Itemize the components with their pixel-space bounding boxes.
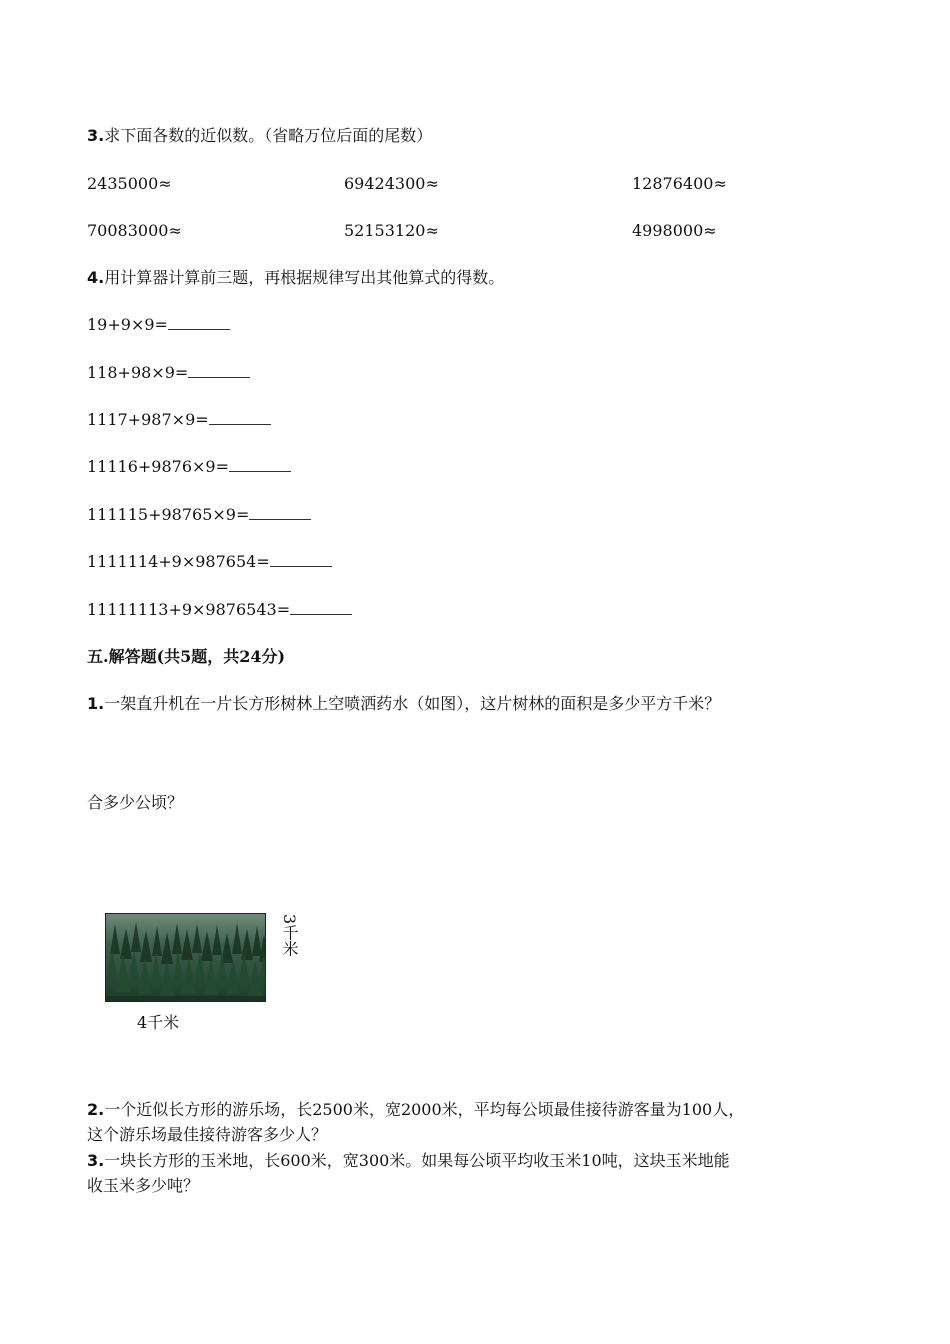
- calc-expression: 11111113+9×9876543=: [87, 600, 291, 619]
- approx-item-5: 52153120≈: [344, 221, 439, 240]
- question-text: 用计算器计算前三题，再根据规律写出其他算式的得数。: [104, 268, 505, 287]
- forest-image: [105, 913, 266, 1002]
- calc-expression: 1117+987×9=: [87, 410, 209, 429]
- approx-item-4: 70083000≈: [87, 221, 182, 240]
- approx-item-2: 69424300≈: [344, 174, 439, 193]
- calc-expression: 111115+98765×9=: [87, 505, 250, 524]
- figure-length-label: 4千米: [137, 1013, 180, 1032]
- problem-number: 2.: [87, 1100, 105, 1119]
- question-3: [87, 125, 432, 147]
- calc-expression: 1111114+9×987654=: [87, 552, 270, 571]
- calc-item-1: [87, 314, 230, 336]
- section-title: 五.解答题(共5题，共24分): [87, 647, 286, 666]
- calc-item-5: [87, 504, 311, 526]
- problem-1-continuation: 合多少公顷？: [87, 793, 184, 812]
- calc-expression: 118+98×9=: [87, 363, 189, 382]
- figure-width-label: 3千米: [280, 914, 299, 957]
- answer-blank[interactable]: [168, 315, 230, 330]
- answer-blank[interactable]: [188, 363, 250, 378]
- calc-item-4: [87, 456, 291, 478]
- calc-item-2: [87, 362, 250, 384]
- problem-text: 一个近似长方形的游乐场，长2500米，宽2000米，平均每公顷最佳接待游客量为100人，: [104, 1100, 745, 1119]
- approx-item-6: 4998000≈: [632, 221, 717, 240]
- answer-blank[interactable]: [290, 600, 352, 615]
- problem-2-line-2: 这个游乐场最佳接待游客多少人？: [87, 1125, 328, 1144]
- problem-text: 一块长方形的玉米地，长600米，宽300米。如果每公顷平均收玉米10吨，这块玉米地能: [104, 1151, 730, 1170]
- calc-item-6: [87, 551, 332, 573]
- calc-item-7: [87, 599, 352, 621]
- answer-blank[interactable]: [249, 505, 311, 520]
- problem-number: 3.: [87, 1151, 105, 1170]
- question-text: 求下面各数的近似数。（省略万位后面的尾数）: [104, 126, 433, 145]
- problem-2: [87, 1099, 744, 1121]
- problem-3: [87, 1150, 730, 1172]
- question-4: [87, 267, 504, 289]
- problem-3-line-2: 收玉米多少吨？: [87, 1176, 200, 1195]
- problem-number: 1.: [87, 694, 105, 713]
- question-number: 4.: [87, 268, 105, 287]
- question-number: 3.: [87, 126, 105, 145]
- problem-text: 一架直升机在一片长方形树林上空喷洒药水（如图），这片树林的面积是多少平方千米？: [104, 694, 721, 713]
- forest-illustration: [106, 914, 266, 1002]
- answer-blank[interactable]: [229, 457, 291, 472]
- problem-1: [87, 693, 720, 715]
- calc-item-3: [87, 409, 271, 431]
- approx-item-3: 12876400≈: [632, 174, 727, 193]
- calc-expression: 11116+9876×9=: [87, 457, 230, 476]
- answer-blank[interactable]: [209, 410, 271, 425]
- calc-expression: 19+9×9=: [87, 315, 168, 334]
- approx-item-1: 2435000≈: [87, 174, 172, 193]
- answer-blank[interactable]: [270, 552, 332, 567]
